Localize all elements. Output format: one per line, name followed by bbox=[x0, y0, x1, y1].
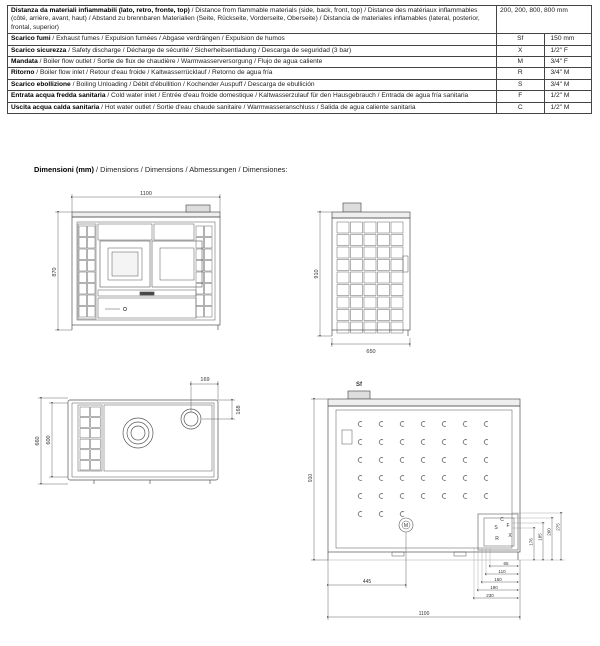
rear-connection-m: M bbox=[403, 523, 409, 529]
tile-marker bbox=[379, 476, 383, 481]
tile bbox=[337, 272, 349, 283]
spec-code: F bbox=[497, 91, 545, 102]
rear-connection-f: F bbox=[506, 523, 510, 529]
tile bbox=[351, 260, 363, 271]
tile-marker bbox=[379, 458, 383, 463]
tile bbox=[337, 297, 349, 308]
spec-code: Sf bbox=[497, 34, 545, 45]
tile bbox=[378, 247, 390, 258]
rear-connection-codes bbox=[404, 517, 512, 542]
tile bbox=[91, 450, 101, 460]
spec-translations: / Boiling Unloading / Débit d'ébullition / Kochender Auspuff / Descarga de ebullición bbox=[70, 80, 315, 88]
tile-marker bbox=[421, 422, 425, 427]
tile bbox=[378, 285, 390, 296]
tile-marker bbox=[484, 476, 488, 481]
tile-marker bbox=[442, 458, 446, 463]
tile-marker bbox=[379, 512, 383, 517]
tile-marker bbox=[358, 422, 362, 427]
top-view-drawing bbox=[68, 400, 218, 484]
tile-marker bbox=[379, 440, 383, 445]
tile bbox=[351, 322, 363, 333]
tile-marker bbox=[442, 476, 446, 481]
tile bbox=[79, 249, 87, 260]
tile bbox=[79, 226, 87, 237]
dimensions-subtitle: / Dimensions / Dimensions / Abmessungen / Dimensiones: bbox=[93, 165, 288, 174]
top-flue-offset-label: 169 bbox=[200, 377, 210, 383]
rear-flue-label: Sf bbox=[356, 382, 362, 388]
spec-translations: / Safety discharge / Décharge de sécurité / Sicherheitsentladung / Descarga de seguridad (3 bar) bbox=[66, 46, 352, 54]
tile-marker bbox=[484, 458, 488, 463]
spec-value: 1/2" M bbox=[544, 91, 592, 102]
tile bbox=[205, 238, 213, 249]
tile-marker bbox=[358, 440, 362, 445]
front-height-label: 870 bbox=[52, 267, 58, 277]
tile-marker bbox=[358, 458, 362, 463]
rear-offset-left-label: 445 bbox=[362, 579, 372, 585]
spec-name: Mandata bbox=[11, 58, 38, 66]
tile bbox=[80, 450, 90, 460]
spec-name: Uscita acqua calda sanitaria bbox=[11, 103, 100, 111]
tile bbox=[80, 407, 90, 417]
tile bbox=[351, 222, 363, 233]
tile bbox=[351, 310, 363, 321]
tile bbox=[88, 272, 96, 283]
tile bbox=[79, 261, 87, 272]
tile bbox=[88, 249, 96, 260]
spec-value: 3/4" M bbox=[544, 68, 592, 79]
tile bbox=[91, 439, 101, 449]
rear-bottom-offset-label: 110 bbox=[498, 569, 506, 574]
tile bbox=[205, 226, 213, 237]
tile bbox=[364, 247, 376, 258]
spec-name: Scarico sicurezza bbox=[11, 46, 67, 54]
front-width-label: 1100 bbox=[140, 191, 152, 197]
tile-marker bbox=[400, 512, 404, 517]
tile bbox=[80, 461, 90, 471]
tile bbox=[88, 261, 96, 272]
tile bbox=[391, 235, 403, 246]
rear-connection-x: X bbox=[508, 533, 512, 539]
rear-bottom-offset-label: 230 bbox=[486, 593, 494, 598]
tile bbox=[391, 297, 403, 308]
top-depth-inner-label: 600 bbox=[46, 435, 52, 445]
tile bbox=[391, 247, 403, 258]
tile bbox=[205, 284, 213, 295]
spec-translations: / Distance from flammable materials (side, back, front, top) / Distance des matériaux inflammables (côté, arrière, avant, haut) / Abstand zu brennbaren Materialien (Seite, Rückseite, Vorderseite, Oberseite) / Distancia de materiales inflamables (lateral, posterior, frontal, superior) bbox=[11, 7, 480, 31]
spec-value: 3/4" F bbox=[544, 57, 592, 68]
tile bbox=[391, 272, 403, 283]
tile bbox=[391, 260, 403, 271]
tile bbox=[80, 428, 90, 438]
tile bbox=[79, 307, 87, 318]
tile-marker bbox=[400, 440, 404, 445]
tile bbox=[337, 222, 349, 233]
rear-total-width-label: 1100 bbox=[418, 611, 430, 617]
tile bbox=[91, 407, 101, 417]
rear-right-height-dimensions bbox=[328, 513, 565, 560]
tile bbox=[391, 222, 403, 233]
rear-right-height-label: 275 bbox=[555, 523, 561, 531]
spec-name: Scarico ebollizione bbox=[11, 80, 71, 88]
tile-marker bbox=[400, 494, 404, 499]
tile bbox=[205, 307, 213, 318]
spec-translations: / Cold water inlet / Entrée d'eau froide domestique / Kaltwasserzulauf für den Hausgebrauch / Entrada de agua fría sanitaria bbox=[105, 92, 469, 100]
tile bbox=[364, 272, 376, 283]
tile bbox=[351, 235, 363, 246]
side-depth-dimension bbox=[332, 338, 410, 347]
tile bbox=[79, 284, 87, 295]
spec-name: Entrata acqua fredda sanitaria bbox=[11, 92, 106, 100]
tile-marker bbox=[463, 458, 467, 463]
tile bbox=[91, 418, 101, 428]
tile bbox=[88, 284, 96, 295]
tile bbox=[205, 272, 213, 283]
tile bbox=[79, 272, 87, 283]
tile bbox=[337, 247, 349, 258]
tile bbox=[364, 310, 376, 321]
spec-translations: / Hot water outlet / Sortie d'eau chaude sanitaire / Warmwasseranschluss / Salida de agua caliente sanitaria bbox=[99, 103, 416, 111]
spec-translations: / Exhaust fumes / Expulsion fumées / Abgase verdrängen / Expulsion de humos bbox=[50, 35, 285, 43]
tile bbox=[364, 285, 376, 296]
tile bbox=[196, 261, 204, 272]
tile bbox=[196, 295, 204, 306]
tile bbox=[337, 310, 349, 321]
tile bbox=[391, 322, 403, 333]
tile-marker bbox=[400, 476, 404, 481]
rear-connection-r: R bbox=[495, 536, 499, 542]
spec-name: Scarico fumi bbox=[11, 35, 51, 43]
side-height-label: 910 bbox=[314, 269, 320, 279]
spec-value: 3/4" M bbox=[544, 79, 592, 90]
tile-marker bbox=[358, 512, 362, 517]
front-view-drawing bbox=[72, 205, 220, 330]
tile bbox=[88, 238, 96, 249]
tile bbox=[351, 297, 363, 308]
tile-marker bbox=[484, 440, 488, 445]
tile bbox=[337, 260, 349, 271]
tile bbox=[205, 295, 213, 306]
tile bbox=[351, 247, 363, 258]
tile-marker bbox=[379, 494, 383, 499]
tile bbox=[196, 284, 204, 295]
rear-right-height-label: 260 bbox=[546, 528, 552, 536]
tile bbox=[196, 238, 204, 249]
tile-marker bbox=[400, 458, 404, 463]
tile bbox=[337, 285, 349, 296]
rear-connection-s: S bbox=[494, 525, 498, 531]
rear-view-drawing bbox=[328, 391, 520, 560]
rear-bottom-offset-label: 65 bbox=[503, 561, 509, 566]
tile bbox=[391, 310, 403, 321]
spec-value: 200, 200, 800, 800 mm bbox=[497, 6, 592, 34]
tile bbox=[391, 285, 403, 296]
rear-connection-c: C bbox=[500, 517, 504, 523]
rear-height-label: 910 bbox=[308, 473, 314, 483]
tile bbox=[378, 297, 390, 308]
tile-marker bbox=[421, 476, 425, 481]
tile bbox=[364, 222, 376, 233]
tile bbox=[337, 322, 349, 333]
tile-marker bbox=[484, 422, 488, 427]
dimensions-title: Dimensioni (mm) bbox=[34, 165, 94, 174]
tile bbox=[378, 310, 390, 321]
tile-marker bbox=[484, 494, 488, 499]
tile-marker bbox=[358, 494, 362, 499]
tile bbox=[80, 418, 90, 428]
tile-marker bbox=[421, 458, 425, 463]
tile bbox=[351, 272, 363, 283]
tile bbox=[196, 272, 204, 283]
tile-marker bbox=[442, 440, 446, 445]
tile-marker bbox=[358, 476, 362, 481]
spec-translations: / Boiler flow inlet / Retour d'eau froide / Kaltwasserrücklauf / Retorno de agua fría bbox=[34, 69, 273, 77]
tile bbox=[378, 222, 390, 233]
side-depth-label: 650 bbox=[366, 349, 376, 355]
tile bbox=[79, 238, 87, 249]
spec-name: Ritorno bbox=[11, 69, 35, 77]
spec-translations: / Boiler flow outlet / Sortie de flux de chaudière / Warmwasserversorgung / Flujo de agua caliente bbox=[37, 58, 323, 66]
spec-code: C bbox=[497, 102, 545, 113]
tile bbox=[378, 235, 390, 246]
rear-bottom-offset-dimensions bbox=[474, 548, 518, 600]
spec-value: 1/2" M bbox=[544, 102, 592, 113]
tile bbox=[79, 295, 87, 306]
rear-right-height-label: 185 bbox=[537, 533, 543, 541]
tile bbox=[196, 226, 204, 237]
tile-marker bbox=[442, 494, 446, 499]
spec-code: R bbox=[497, 68, 545, 79]
tile bbox=[91, 461, 101, 471]
spec-code: S bbox=[497, 79, 545, 90]
tile bbox=[337, 235, 349, 246]
tile-marker bbox=[400, 422, 404, 427]
tile bbox=[351, 285, 363, 296]
top-depth-outer-dimension bbox=[38, 398, 68, 484]
tile-marker bbox=[463, 440, 467, 445]
tile bbox=[196, 307, 204, 318]
tile-marker bbox=[463, 422, 467, 427]
spec-value: 1/2" F bbox=[544, 45, 592, 56]
tile-marker bbox=[379, 422, 383, 427]
tile bbox=[364, 235, 376, 246]
tile bbox=[196, 249, 204, 260]
rear-right-height-label: 176 bbox=[528, 538, 534, 546]
spec-name: Distanza da materiali infiammabili (lato, retro, fronte, top) bbox=[11, 7, 190, 14]
spec-code: M bbox=[497, 57, 545, 68]
tile-marker bbox=[421, 494, 425, 499]
tile bbox=[364, 297, 376, 308]
tile-marker bbox=[463, 476, 467, 481]
tile bbox=[205, 261, 213, 272]
tile bbox=[378, 260, 390, 271]
side-view-drawing bbox=[332, 203, 410, 336]
spec-value: 150 mm bbox=[544, 34, 592, 45]
tile bbox=[88, 295, 96, 306]
tile bbox=[91, 428, 101, 438]
tile bbox=[80, 439, 90, 449]
tile bbox=[205, 249, 213, 260]
rear-bottom-offset-label: 150 bbox=[494, 577, 502, 582]
top-flue-depth-label: 168 bbox=[236, 405, 242, 415]
tile-marker bbox=[442, 422, 446, 427]
tile bbox=[378, 272, 390, 283]
tile bbox=[88, 307, 96, 318]
tile bbox=[364, 260, 376, 271]
tile-marker bbox=[421, 440, 425, 445]
top-depth-outer-label: 660 bbox=[35, 436, 41, 446]
spec-code: X bbox=[497, 45, 545, 56]
tile bbox=[364, 322, 376, 333]
tile bbox=[378, 322, 390, 333]
tile bbox=[88, 226, 96, 237]
tile-marker bbox=[463, 494, 467, 499]
rear-bottom-offset-label: 190 bbox=[490, 585, 498, 590]
